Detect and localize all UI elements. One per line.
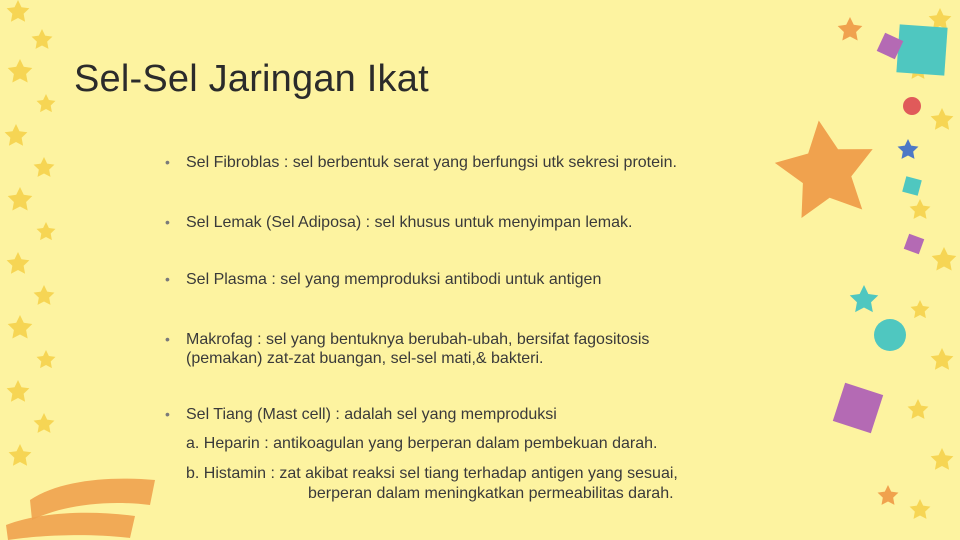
bullet-marker: • — [165, 271, 170, 287]
bullet-marker: • — [165, 406, 170, 422]
slide-title: Sel-Sel Jaringan Ikat — [74, 58, 429, 100]
sub-item-histamin-continued: berperan dalam meningkatkan permeabilitas darah. — [308, 485, 674, 502]
bullet-marker: • — [165, 331, 170, 347]
colorful-shapes — [770, 17, 948, 505]
bullet-text: Sel Tiang (Mast cell) : adalah sel yang memproduksi — [186, 406, 557, 423]
decorative-badge — [6, 479, 155, 540]
sub-item-histamin: b. Histamin : zat akibat reaksi sel tiang terhadap antigen yang sesuai, — [186, 465, 678, 482]
left-star-border — [5, 0, 56, 466]
bullet-text: Sel Lemak (Sel Adiposa) : sel khusus untuk menyimpan lemak. — [186, 214, 633, 231]
bullet-text: Sel Fibroblas : sel berbentuk serat yang berfungsi utk sekresi protein. — [186, 154, 677, 171]
sub-item-heparin: a. Heparin : antikoagulan yang berperan dalam pembekuan darah. — [186, 435, 658, 452]
bullet-marker: • — [165, 154, 170, 170]
bullet-text: Sel Plasma : sel yang memproduksi antibodi untuk antigen — [186, 271, 602, 288]
bullet-text-line-2: (pemakan) zat-zat buangan, sel-sel mati,& bakteri. — [186, 350, 544, 367]
bullet-text-line-1: Makrofag : sel yang bentuknya berubah-ubah, bersifat fagositosis — [186, 331, 650, 348]
bullet-marker: • — [165, 214, 170, 230]
right-star-border — [908, 8, 957, 519]
